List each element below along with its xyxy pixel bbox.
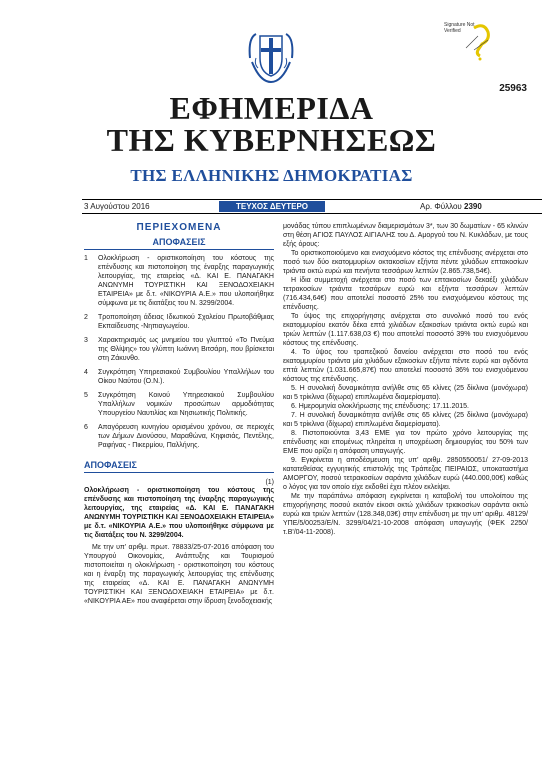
header-rule-top	[82, 199, 542, 200]
contents-item-number: 2	[84, 314, 88, 321]
body-paragraph: μονάδας τύπου επιπλωμένων διαμερισμάτων 3*, των 30 δωματίων - 65 κλινών στη θέση ΑΓΙΟΣ ΠΑΥΛΟΣ ΑΙΓΙΑΛΗΣ του Δ. Αμοργού του Ν. Κυκλάδων, με τους εξής όρους:	[283, 223, 528, 248]
issue-date: 3 Αυγούστου 2016	[84, 202, 150, 211]
contents-item[interactable]	[84, 313, 274, 331]
sheet-label: Αρ. Φύλλου	[420, 202, 462, 211]
decision-number: (1)	[265, 479, 274, 486]
contents-item[interactable]	[84, 336, 274, 363]
contents-item[interactable]	[84, 391, 274, 418]
body-paragraph: 7. Η συνολική δυναμικότητα ανήλθε στις 65 κλίνες (25 δίκλινα (μονόχωρα) και 5 τρίκλινα (δίχωρα) επιπλωμένα διαμερίσματα).	[283, 412, 528, 428]
contents-item-number: 1	[84, 255, 88, 262]
body-paragraph: 9. Εγκρίνεται η αποδέσμευση της υπ' αριθμ. 2850550051/ 27-09-2013 κατατεθείσας εγγυητικής επιστολής της Τράπεζας ΠΕΙΡΑΙΩΣ, υποκαταστήμα ΑΜΟΡΓΟΥ, ποσού τετρακοσίων σαράντα χιλιάδων ευρώ (440.000,00€) καθώς ο λόγος για τον οποίο είχε εκδοθεί έχει πλέον εκλείψει.	[283, 457, 528, 491]
body-paragraph: 4. Το ύψος του τραπεζικού δανείου ανέρχεται στο ποσό του ενός εκατομμυρίου τριάντα μία χιλιάδων εξακοσίων εξήντα πέντε ευρώ και ογδόντα επτά λεπτών (1.031.665,87€) που αποτελεί ποσοστό 36% του ενισχυόμενου κόστους της επένδυσης.	[283, 349, 528, 383]
signature-line-1: Signature Not	[444, 22, 475, 28]
body-paragraph: 5. Η συνολική δυναμικότητα ανήλθε στις 65 κλίνες (25 δίκλινα (μονόχωρα) και 5 τρίκλινα (δίχωρα) επιπλωμένα διαμερίσματα).	[283, 385, 528, 401]
decision-intro: Με την υπ' αριθμ. πρωτ. 78833/25-07-2016 απόφαση του Υπουργού Οικονομίας, Ανάπτυξης και Τουρισμού πιστοποιείται η ολοκλήρωση - οριστικοποίηση του κόστους και η έναρξη της παραγωγικής λειτουργίας της επένδυσης της εταιρείας «Δ. ΚΑΙ Ε. ΠΑΝΑΓΑΚΗ ΑΝΩΝΥΜΗ ΤΟΥΡΙΣΤΙΚΗ ΚΑΙ ΞΕΝΟΔΟΧΕΙΑΚΗ ΕΤΑΙΡΕΙΑ» με δ.τ. «ΝΙΚΟΥΡΙΑ ΑΕ» που αναφέρεται στην ίδρυση ξενοδοχειακής	[84, 544, 274, 605]
contents-rule	[84, 249, 274, 250]
body-paragraph: Η ίδια συμμετοχή ανέρχεται στο ποσό των επτακοσίων δεκαέξι χιλιάδων τετρακοσίων τριάντα τεσσάρων ευρώ και εξήντα τεσσάρων λεπτών (716.434,64€) που αποτελεί ποσοστό 25% του ενισχυόμενου κόστους της επένδυσης.	[283, 277, 528, 311]
greek-emblem-icon	[246, 28, 296, 84]
contents-item-text: Απαγόρευση κυνηγίου ορισμένου χρόνου, σε περιοχές των Δήμων Διονύσου, Μαραθώνα, Κηφισιάς, Πεντέλης, Ραφήνας - Πικερμίου, Παλλήνης.	[98, 424, 274, 449]
contents-item-number: 5	[84, 392, 88, 399]
body-paragraph: 8. Πιστοποιούνται 3,43 ΕΜΕ για τον πρώτο χρόνο λειτουργίας της επένδυσης και επομένως πληρείται η υποχρέωση δημιουργίας του 50% των ΕΜΕ που ορίζει η απόφαση υπαγωγής.	[283, 430, 528, 455]
body-paragraph: 6. Ημερομηνία ολοκλήρωσης της επένδυσης: 17.11.2015.	[291, 403, 469, 410]
gazette-subtitle: ΤΗΣ ΕΛΛΗΝΙΚΗΣ ΔΗΜΟΚΡΑΤΙΑΣ	[130, 166, 413, 185]
contents-title: ΠΕΡΙΕΧΟΜΕΝΑ	[136, 222, 222, 233]
contents-item-number: 4	[84, 369, 88, 376]
body-paragraph: Το οριστικοποιούμενο και ενισχυόμενο κόστος της επένδυσης ανέρχεται στο ποσό των δύο εκατομμυρίων οκτακοσίων εξήντα πέντε χιλιάδων επτακοσίων τριάντα οκτώ ευρώ και πενήντα τεσσάρων λεπτών (2.865.738,54€).	[283, 250, 528, 275]
contents-item[interactable]	[84, 423, 274, 450]
contents-item-number: 3	[84, 337, 88, 344]
gazette-title-line-2: ΤΗΣ ΚΥΒΕΡΝΗΣΕΩΣ	[106, 122, 437, 158]
sheet-number: 25963	[499, 83, 527, 94]
contents-item-number: 6	[84, 424, 88, 431]
header-rule-bottom	[82, 213, 542, 214]
decisions-title: ΑΠΟΦΑΣΕΙΣ	[84, 460, 137, 470]
contents-item-text: Χαρακτηρισμός ως μνημείου του γλυπτού «Το Πνεύμα της Θλίψης» του γλύπτη Ιωάννη Βιτσάρη, που βρίσκεται στη Ζάκυνθο.	[98, 337, 274, 362]
contents-list	[84, 254, 274, 450]
sheet-no: 2390	[464, 202, 482, 211]
body-paragraph: Με την παράπάνω απόφαση εγκρίνεται η καταβολή του υπολοίπου της επιχορήγησης ποσού εκατόν είκοσι οκτώ χιλιάδων τριακοσίων σαράντα οκτώ ευρώ και τριών λεπτών (128.348,03€) στην επένδυση με την υπ' αριθμ. 48129/ΥΠΕ/5/00253/Ε/Ν. 3299/04/21-10-2008 απόφαση υπαγωγής (ΦΕΚ 2250/τ.Β'/04-11-2008).	[283, 493, 528, 536]
contents-item[interactable]	[84, 254, 274, 308]
body-paragraph: Το ύψος της επιχορήγησης ανέρχεται στο συνολικό ποσό του ενός εκατομμυρίου εκατόν δέκα επτά χιλιάδων εξακοσίων τριάντα οκτώ ευρώ και τριών λεπτών (1.117.638,03 €) που αποτελεί ποσοστό 39% του ενισχυόμενου κόστους της επένδυσης.	[283, 313, 528, 347]
signature-stamp	[444, 18, 500, 62]
left-column	[84, 222, 274, 606]
decisions-rule	[84, 472, 274, 473]
contents-item-text: Συγκρότηση Υπηρεσιακού Συμβουλίου Υπαλλήλων του Οίκου Ναύτου (Ο.Ν.).	[98, 369, 274, 385]
issue-badge: ΤΕΥΧΟΣ ΔΕΥΤΕΡΟ	[219, 201, 325, 212]
contents-item[interactable]	[84, 368, 274, 386]
contents-item-text: Συγκρότηση Κοινού Υπηρεσιακού Συμβουλίου Υπαλλήλων νομικών προσώπων αρμοδιότητας Υπουργείου Ναυτιλίας και Νησιωτικής Πολιτικής.	[98, 392, 274, 417]
contents-item-text: Τροποποίηση άδειας Ιδιωτικού Σχολείου Πρωτοβάθμιας Εκπαίδευσης -Νηπιαγωγείου.	[98, 314, 274, 330]
contents-item-text: Ολοκλήρωση - οριστικοποίηση του κόστους της επένδυσης και πιστοποίηση της έναρξης παραγωγικής λειτουργίας, της εταιρείας «Δ. ΚΑΙ Ε. ΠΑΝΑΓΑΚΗ ΑΝΩΝΥΜΗ ΤΟΥΡΙΣΤΙΚΗ ΚΑΙ ΞΕΝΟΔΟΧΕΙΑΚΗ ΕΤΑΙΡΕΙΑ» με δ.τ. «ΝΙΚΟΥΡΙΑ Α.Ε.» που υλοποιήθηκε σύμφωνα με τις διατάξεις του Ν. 3299/2004.	[98, 255, 274, 307]
signature-line-2: Verified	[444, 28, 461, 34]
right-column	[283, 222, 528, 537]
decision-heading: Ολοκλήρωση - οριστικοποίηση του κόστους της επένδυσης και πιστοποίηση της έναρξης παραγωγικής λειτουργίας, της εταιρείας «Δ. ΚΑΙ Ε. ΠΑΝΑΓΑΚΗ ΑΝΩΝΥΜΗ ΤΟΥΡΙΣΤΙΚΗ ΚΑΙ ΞΕΝΟΔΟΧΕΙΑΚΗ ΕΤΑΙΡΕΙΑ» με δ.τ. «ΝΙΚΟΥΡΙΑ Α.Ε.» που υλοποιήθηκε σύμφωνα με τις διατάξεις του Ν. 3299/2004.	[84, 487, 274, 539]
contents-decisions-label: ΑΠΟΦΑΣΕΙΣ	[152, 237, 206, 247]
gazette-title-line-1: ΕΦΗΜΕΡΙΔΑ	[169, 90, 374, 126]
sheet-info	[420, 202, 482, 211]
right-body	[283, 222, 528, 537]
